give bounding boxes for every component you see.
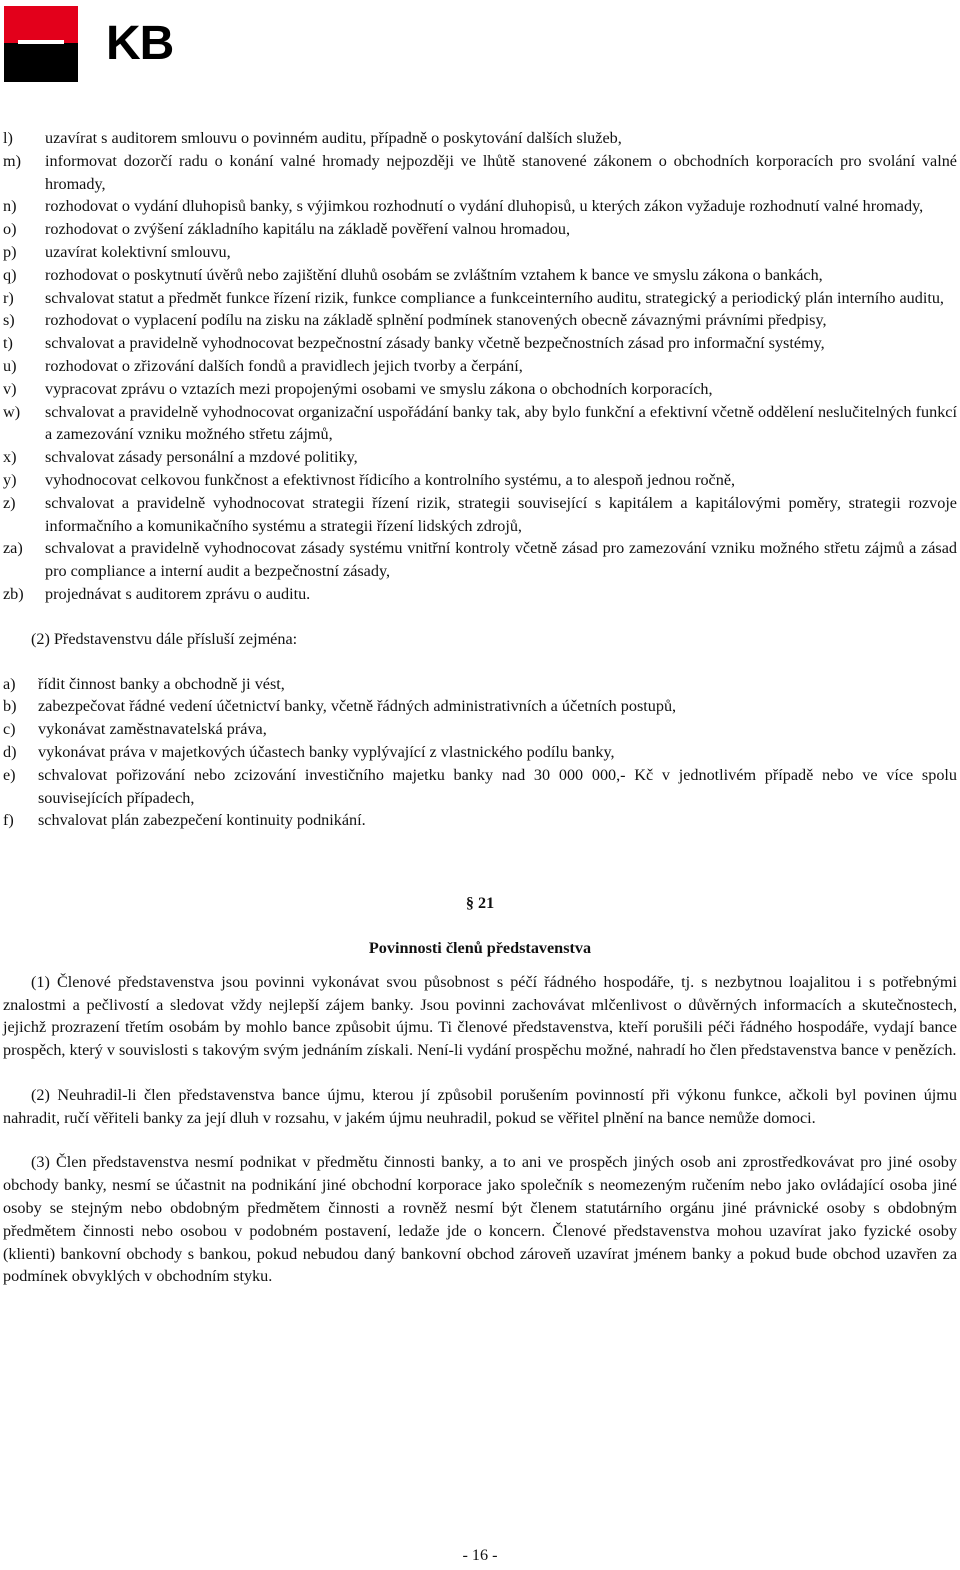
- list-item-text: schvalovat a pravidelně vyhodnocovat strategii řízení rizik, strategii související s kapitálem a kapitálovými poměry, strategii rozvoje informačního a komunikačního systému a strategii řízení lidských zdrojů,: [45, 493, 957, 535]
- list-item-label: s): [3, 311, 15, 330]
- list-item: [3, 718, 957, 741]
- list-item-label: u): [3, 356, 17, 375]
- list-item-text: vyhodnocovat celkovou funkčnost a efektivnost řídicího a kontrolního systému, a to alespoň jednou ročně,: [45, 470, 736, 489]
- duties-list-2: [3, 673, 957, 833]
- list-item: [3, 355, 957, 378]
- list-item-text: zabezpečovat řádné vedení účetnictví banky, včetně řádných administrativních a účetních postupů,: [38, 697, 677, 716]
- list-item: [3, 537, 957, 583]
- list-item-label: o): [3, 220, 17, 239]
- list-item-label: n): [3, 197, 17, 216]
- list-item-label: b): [3, 697, 17, 716]
- list-item-label: m): [3, 151, 21, 170]
- list-item: [3, 378, 957, 401]
- list-item: [3, 264, 957, 287]
- list-item: [3, 741, 957, 764]
- list-item-label: a): [3, 674, 16, 693]
- list-item-text: schvalovat a pravidelně vyhodnocovat zásady systému vnitřní kontroly včetně zásad pro zamezování vzniku možného střetu zájmů a zásad pro compliance a interní audit a bezpečnostní zásady,: [45, 539, 957, 581]
- list-item-text: řídit činnost banky a obchodně ji vést,: [38, 674, 285, 693]
- list-item: [3, 764, 957, 810]
- list-item: [3, 195, 957, 218]
- list-item-label: f): [3, 811, 14, 830]
- list-item-text: rozhodovat o zvýšení základního kapitálu na základě pověření valnou hromadou,: [45, 220, 571, 239]
- list-item: [3, 809, 957, 832]
- paragraph: (1) Členové představenstva jsou povinni vykonávat svou působnost s péčí řádného hospodáře, tj. s nezbytnou loajalitou i s potřebnými znalostmi a pečlivostí a sledovat vždy nejlepší zájem banky. Jsou povinni zachovávat mlčenlivost o důvěrných informacích a skutečnostech, jejichž prozrazení třetím osobám by mohlo bance způsobit újmu. Ti členové představenstva, kteří porušili péči řádného hospodáře, vydají bance prospěch, který v souvislosti s takovým svým jednáním získali. Není-li vydání prospěchu možné, nahradí ho člen představenstva bance v penězích.: [3, 972, 957, 1060]
- kb-logo: [4, 6, 173, 82]
- list-item-text: informovat dozorčí radu o konání valné hromady nejpozději ve lhůtě stanovené zákonem o obchodních korporacích pro svolání valné hromady,: [45, 151, 957, 193]
- list-item-text: rozhodovat o vydání dluhopisů banky, s výjimkou rozhodnutí o vydání dluhopisů, u kterých zákon vyžaduje rozhodnutí valné hromady,: [45, 197, 924, 216]
- list-item-label: t): [3, 334, 13, 353]
- list-item-label: y): [3, 470, 17, 489]
- list-item-label: w): [3, 402, 21, 421]
- list-item-text: schvalovat zásady personální a mzdové politiky,: [45, 448, 358, 467]
- list-item-label: x): [3, 448, 17, 467]
- document-body: [3, 127, 957, 1310]
- list-item-label: l): [3, 129, 13, 147]
- list-item-text: schvalovat statut a předmět funkce řízení rizik, funkce compliance a funkceinterního auditu, strategický a periodický plán interního auditu,: [45, 288, 944, 307]
- list-item: [3, 127, 957, 150]
- list-item: [3, 401, 957, 447]
- paragraph: (3) Člen představenstva nesmí podnikat v předmětu činnosti banky, a to ani ve prospěch jiných osob ani zprostředkovávat pro jiné osoby obchody banky, nesmí se účastnit na podnikání jiné obchodní korporace jako společník s neomezeným ručením nebo jako ovládající osoba jiné osoby se stejným nebo obdobným předmětem činnosti a rovněž nesmí být členem statutárního orgánu jiné právnické osoby s obdobným předmětem činnosti nebo osobou v podobném postavení, ledaže jde o koncern. Členové představenstva mohou uzavírat jako fyzické osoby (klienti) bankovní obchody s bankou, pokud nebudou daný bankovní obchod zároveň uzavírat jménem banky a pokud bude obchod uzavřen za podmínek obvyklých v obchodním styku.: [3, 1153, 957, 1286]
- list-item-label: q): [3, 265, 17, 284]
- list-item-text: schvalovat a pravidelně vyhodnocovat organizační uspořádání banky tak, aby bylo funkční a efektivní včetně oddělení neslučitelných funkcí a zamezování vzniku možného střetu zájmů,: [45, 402, 957, 444]
- list-item-text: schvalovat plán zabezpečení kontinuity podnikání.: [38, 811, 366, 830]
- list-item-text: uzavírat kolektivní smlouvu,: [45, 242, 231, 261]
- list-item: [3, 287, 957, 310]
- paragraph: (2) Neuhradil-li člen představenstva bance újmu, kterou jí způsobil porušením povinností při výkonu funkce, ačkoli byl povinen újmu nahradit, ručí věřiteli banky za její dluh v rozsahu, v jakém újmu neuhradil, pokud se věřitel plnění na bance nemůže domoci.: [3, 1085, 957, 1127]
- list-item-label: za): [3, 539, 23, 558]
- list2-intro: (2) Představenstvu dále přísluší zejména:: [31, 629, 298, 648]
- list-item: [3, 332, 957, 355]
- list-item-text: vykonávat zaměstnavatelská práva,: [38, 720, 267, 739]
- list-item: [3, 492, 957, 538]
- list-item-text: rozhodovat o vyplacení podílu na zisku na základě splnění podmínek stanovených obecně závaznými právními předpisy,: [45, 311, 827, 330]
- list-item-text: projednávat s auditorem zprávu o auditu.: [45, 584, 311, 603]
- list-item: [3, 150, 957, 196]
- list-item: [3, 309, 957, 332]
- kb-logo-text: KB: [106, 17, 174, 70]
- list-item-text: vykonávat práva v majetkových účastech banky vyplývající z vlastnického podílu banky,: [38, 742, 615, 761]
- list-item: [3, 241, 957, 264]
- list-item-label: r): [3, 288, 14, 307]
- section-paragraphs: [3, 971, 957, 1289]
- list-item: [3, 673, 957, 696]
- list-item: [3, 695, 957, 718]
- list-item-text: uzavírat s auditorem smlouvu o povinném auditu, případně o poskytování dalších služeb,: [45, 129, 622, 147]
- list-item-label: e): [3, 765, 16, 784]
- list-item-label: p): [3, 242, 17, 261]
- list-item-text: vypracovat zprávu o vztazích mezi propojenými osobami ve smyslu zákona o obchodních korporacích,: [45, 379, 713, 398]
- list-item-text: rozhodovat o poskytnutí úvěrů nebo zajištění dluhů osobám se zvláštním vztahem k bance ve smyslu zákona o bankách,: [45, 265, 823, 284]
- list-item: [3, 218, 957, 241]
- duties-list-1: [3, 127, 957, 606]
- list-item-label: c): [3, 720, 16, 739]
- list-item-text: schvalovat a pravidelně vyhodnocovat bezpečnostní zásady banky včetně bezpečnostních zásad pro informační systémy,: [45, 334, 825, 353]
- list-item-text: rozhodovat o zřizování dalších fondů a pravidlech jejich tvorby a čerpání,: [45, 356, 523, 375]
- list-item: [3, 446, 957, 469]
- list-item-text: schvalovat pořizování nebo zcizování investičního majetku banky nad 30 000 000,- Kč v jednotlivém případě nebo ve více spolu souvisejících případech,: [38, 765, 957, 807]
- list-item-label: d): [3, 742, 17, 761]
- kb-logo-mark-icon: [4, 6, 78, 82]
- list-item-label: v): [3, 379, 17, 398]
- page-number: - 16 -: [462, 1546, 498, 1564]
- list-item: [3, 583, 957, 606]
- section-title: Povinnosti členů představenstva: [368, 938, 592, 957]
- section-number: § 21: [465, 894, 495, 913]
- list-item-label: zb): [3, 584, 24, 603]
- list-item: [3, 469, 957, 492]
- list-item-label: z): [3, 493, 16, 512]
